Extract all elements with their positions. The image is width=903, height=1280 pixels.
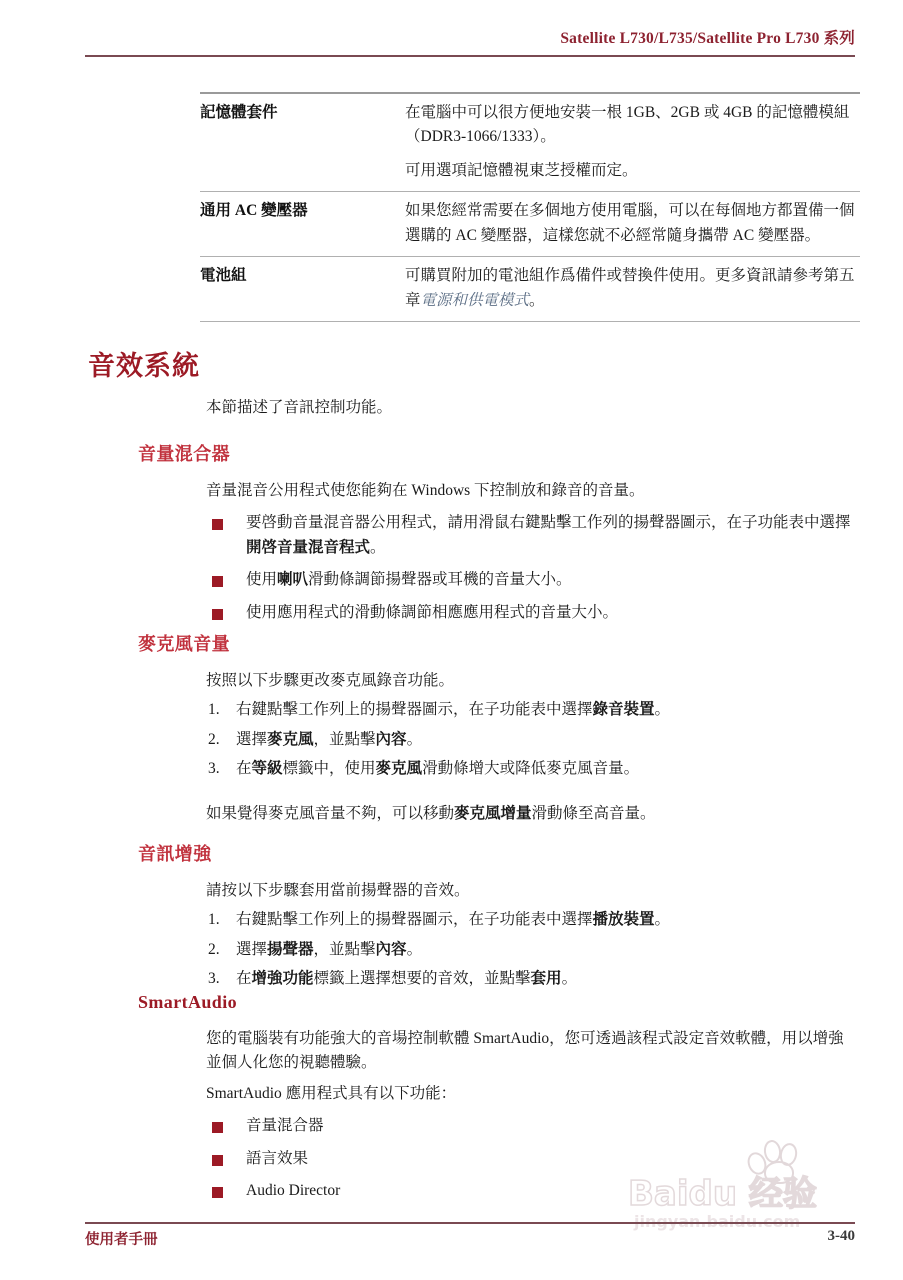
running-header-title: Satellite L730/L735/Satellite Pro L730 系列 <box>560 30 855 47</box>
subsection-title: SmartAudio <box>138 992 238 1012</box>
square-bullet-icon <box>212 1187 223 1198</box>
spec-label: 通用 AC 變壓器 <box>200 202 308 220</box>
header-divider <box>85 55 855 57</box>
step-text-bold2: 套用 <box>530 970 562 988</box>
list-item <box>206 698 856 722</box>
list-item <box>206 601 856 625</box>
section-intro-text: 本節描述了音訊控制功能。 <box>206 399 393 416</box>
subsection-smartaudio <box>138 992 856 1204</box>
list-item <box>206 908 856 932</box>
spec-label: 電池組 <box>200 267 247 285</box>
bullet-text-pre: 使用應用程式的滑動條調節相應應用程式的音量大小。 <box>246 603 619 621</box>
square-bullet-icon <box>212 1122 223 1133</box>
spec-paragraph: 在電腦中可以很方便地安裝一根 1GB、2GB 或 4GB 的記憶體模組 （DDR3-1066/1333）。 <box>405 104 850 146</box>
list-item <box>206 1179 856 1203</box>
list-item <box>206 1114 856 1138</box>
step-number: 1. <box>208 911 220 929</box>
step-text-pre: 在 <box>236 760 252 778</box>
step-text-post: 。 <box>654 911 671 929</box>
step-text-bold2: 麥克風 <box>375 760 423 778</box>
note-text-bold: 麥克風增量 <box>454 804 532 822</box>
note-text-pre: 如果覺得麥克風音量不夠，可以移動 <box>206 804 455 822</box>
step-text-bold: 錄音裝置 <box>592 701 655 719</box>
table-row <box>200 94 860 191</box>
smartaudio-paragraph: SmartAudio 應用程式具有以下功能： <box>206 1084 457 1102</box>
step-text-mid: 標籤上選擇想要的音效，並點擊 <box>313 970 531 988</box>
step-text-post: 。 <box>406 730 423 748</box>
step-text-pre: 右鍵點擊工作列上的揚聲器圖示，在子功能表中選擇 <box>236 701 593 719</box>
subsection-title: 麥克風音量 <box>138 634 230 654</box>
spec-paragraph <box>405 264 860 313</box>
step-text-post: 。 <box>561 970 578 988</box>
step-number: 2. <box>208 730 220 748</box>
square-bullet-icon <box>212 519 223 530</box>
step-number: 1. <box>208 701 220 719</box>
step-number: 3. <box>208 970 220 988</box>
subsection-title: 音訊增強 <box>138 844 212 864</box>
page-title: 音效系統 <box>88 351 200 381</box>
watermark-brand: Baidu 经验 <box>628 1174 817 1214</box>
subsection-audio-enhance <box>138 840 856 992</box>
square-bullet-icon <box>212 576 223 587</box>
feature-label: 語言效果 <box>246 1149 309 1167</box>
step-text-pre: 右鍵點擊工作列上的揚聲器圖示，在子功能表中選擇 <box>236 911 593 929</box>
spec-label: 記憶體套件 <box>200 104 278 121</box>
footer-divider <box>85 1222 855 1224</box>
mic-volume-intro: 按照以下步驟更改麥克風錄音功能。 <box>206 672 455 689</box>
step-text-post: 。 <box>406 940 423 958</box>
step-text-bold: 揚聲器 <box>267 940 314 958</box>
step-text-bold: 麥克風 <box>267 730 314 748</box>
spec-value <box>405 264 860 313</box>
step-number: 3. <box>208 760 220 778</box>
subsection-mic-volume <box>138 630 856 826</box>
section-intro <box>206 396 856 420</box>
smartaudio-feature-list <box>206 1114 856 1203</box>
step-text-pre: 在 <box>236 970 252 988</box>
table-row <box>200 257 860 321</box>
bullet-text-post: 。 <box>370 538 386 556</box>
square-bullet-icon <box>212 609 223 620</box>
table-row <box>200 192 860 256</box>
spec-paragraph: 可用選項記憶體視東芝授權而定。 <box>405 161 638 179</box>
list-item <box>206 757 856 781</box>
list-item <box>206 1147 856 1171</box>
spec-value <box>405 101 860 183</box>
volume-mixer-bullet-list <box>206 511 856 625</box>
subsection-title: 音量混合器 <box>138 444 230 464</box>
bullet-text-post: 滑動條調節揚聲器或耳機的音量大小。 <box>308 571 572 589</box>
mic-volume-note <box>206 802 856 826</box>
volume-mixer-intro: 音量混音公用程式使您能夠在 Windows 下控制放和錄音的音量。 <box>206 482 645 499</box>
step-text-bold2: 內容 <box>375 730 407 748</box>
square-bullet-icon <box>212 1155 223 1166</box>
step-text-post: 。 <box>654 701 671 719</box>
footer-manual-label: 使用者手冊 <box>85 1232 158 1248</box>
smartaudio-paragraph: 您的電腦裝有功能強大的音場控制軟體 SmartAudio，您可透過該程式設定音效軟體，用以增強並個人化您的視聽體驗。 <box>206 1030 844 1072</box>
list-item <box>206 511 856 560</box>
step-text-mid: ，並點擊 <box>313 730 376 748</box>
mic-volume-step-list <box>206 698 856 781</box>
step-number: 2. <box>208 940 220 958</box>
bullet-text-bold: 喇叭 <box>277 571 309 589</box>
subsection-volume-mixer <box>138 440 856 625</box>
step-text-pre: 選擇 <box>236 730 268 748</box>
step-text-post: 滑動條增大或降低麥克風音量。 <box>422 760 640 778</box>
list-item <box>206 568 856 592</box>
step-text-mid: ，並點擊 <box>313 940 376 958</box>
footer-page-number: 3-40 <box>827 1228 855 1244</box>
spec-text-before: 可購買附加的電池組作爲備件或替換件使用。更多資訊請參考第五章 <box>405 267 855 309</box>
bullet-text-pre: 要啓動音量混音器公用程式，請用滑鼠右鍵點擊工作列的揚聲器圖示，在子功能表中選擇 <box>246 514 851 532</box>
cross-reference-link[interactable]: 電源和供電模式 <box>420 291 530 309</box>
step-text-bold: 等級 <box>251 760 283 778</box>
list-item <box>206 967 856 991</box>
specification-table <box>200 92 860 322</box>
step-text-bold: 播放裝置 <box>592 911 655 929</box>
step-text-bold: 增強功能 <box>251 970 314 988</box>
spec-value <box>405 199 860 248</box>
table-rule-bottom <box>200 321 860 322</box>
list-item <box>206 938 856 962</box>
spec-paragraph: 如果您經常需要在多個地方使用電腦，可以在每個地方都置備一個選購的 AC 變壓器，這樣您就不必經常隨身攜帶 AC 變壓器。 <box>405 202 855 244</box>
audio-enhance-intro: 請按以下步驟套用當前揚聲器的音效。 <box>206 882 470 899</box>
step-text-mid: 標籤中，使用 <box>282 760 376 778</box>
feature-label: 音量混合器 <box>246 1117 324 1135</box>
spec-text-after: 。 <box>529 291 545 309</box>
list-item <box>206 728 856 752</box>
audio-enhance-step-list <box>206 908 856 991</box>
bullet-text-pre: 使用 <box>246 571 278 589</box>
step-text-pre: 選擇 <box>236 940 268 958</box>
bullet-text-bold: 開啓音量混音程式 <box>246 538 371 556</box>
feature-label: Audio Director <box>246 1182 341 1200</box>
step-text-bold2: 內容 <box>375 940 407 958</box>
note-text-post: 滑動條至高音量。 <box>531 804 656 822</box>
